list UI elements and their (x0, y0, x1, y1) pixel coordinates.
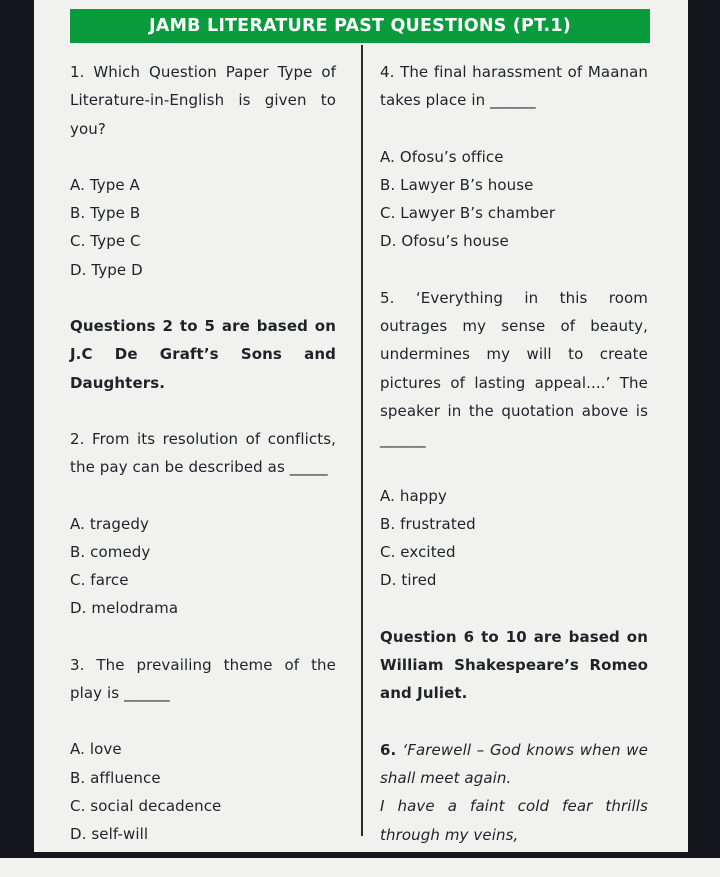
option-item: C. Type C (70, 232, 141, 251)
option-item: A. Ofosu’s office (380, 147, 504, 166)
quote-line: 6. ‘Farewell – God knows when we shall meet again. (380, 740, 648, 787)
option-item: B. comedy (70, 542, 151, 561)
option-item: C. farce (70, 571, 129, 590)
option-item: B. Lawyer B’s house (380, 175, 534, 194)
questions-column-left (70, 58, 336, 877)
option-item: B. frustrated (380, 514, 476, 533)
option-item: D. melodrama (70, 599, 179, 618)
left-dark-edge (0, 0, 34, 858)
instruction-note: Question 6 to 10 are based on William Shakespeare’s Romeo and Juliet. (380, 627, 648, 703)
option-item: C. Lawyer B’s chamber (380, 204, 556, 223)
question-paragraph: 3. The prevailing theme of the play is ______ (70, 655, 336, 703)
quote-line: I have a faint cold fear thrills through my veins, (380, 797, 648, 844)
question-paragraph: 2. From its resolution of conflicts, the pay can be described as _____ (70, 429, 336, 477)
title-banner (70, 9, 650, 43)
options-list (70, 735, 336, 848)
option-item: D. tired (380, 571, 437, 590)
options-list (70, 510, 336, 623)
option-item: C. excited (380, 543, 456, 562)
options-list (70, 171, 336, 284)
options-list (380, 482, 648, 595)
question-number: 6. (380, 740, 403, 759)
option-item: A. Type A (70, 175, 140, 194)
option-item: A. tragedy (70, 514, 149, 533)
option-item: A. happy (380, 486, 447, 505)
option-item: A. love (70, 740, 122, 759)
option-item: D. self-will (70, 825, 149, 844)
option-item: B. Type B (70, 204, 141, 223)
questions-column-right (380, 58, 648, 877)
option-item: D. Type D (70, 260, 143, 279)
question-paragraph: 5. ‘Everything in this room outrages my sense of beauty, undermines my will to create pictures of lasting appeal....’ The speaker in the quotation above is ______ (380, 288, 648, 449)
column-divider (361, 45, 363, 836)
page-title: JAMB LITERATURE PAST QUESTIONS (PT.1) (149, 16, 571, 36)
options-list (380, 143, 648, 256)
question-paragraph: 1. Which Question Paper Type of Literature-in-English is given to you? (70, 63, 336, 138)
right-dark-edge (688, 0, 720, 858)
instruction-note: Questions 2 to 5 are based on J.C De Graft’s Sons and Daughters. (70, 317, 336, 392)
option-item: D. Ofosu’s house (380, 232, 509, 251)
question-paragraph: 4. The final harassment of Maanan takes place in ______ (380, 63, 648, 110)
option-item: C. social decadence (70, 796, 222, 815)
option-item: B. affluence (70, 768, 161, 787)
